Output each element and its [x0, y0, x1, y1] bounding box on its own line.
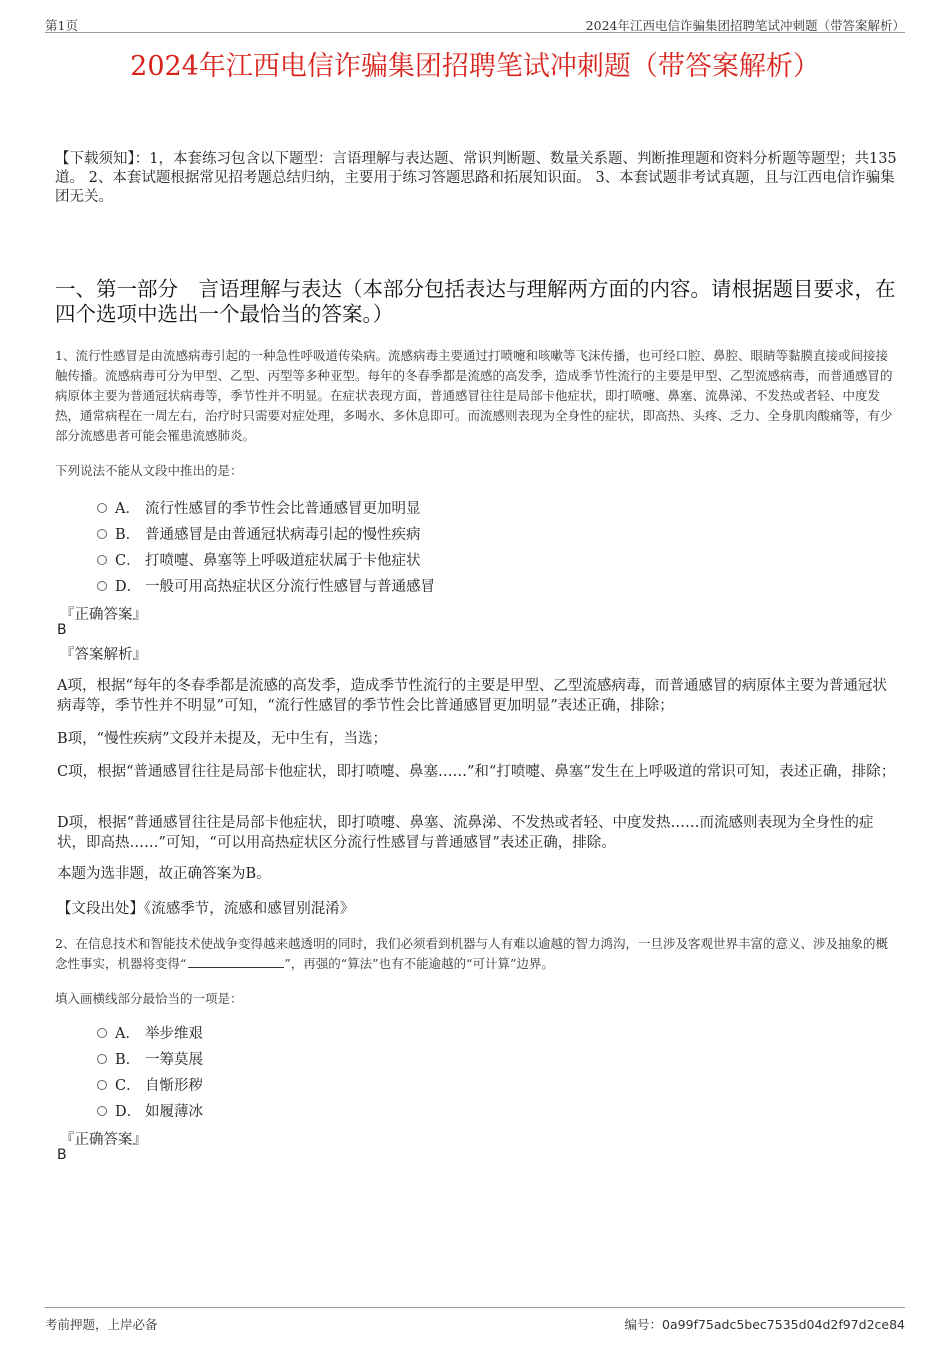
option-text: 自惭形秽: [145, 1078, 203, 1094]
radio-icon[interactable]: [97, 581, 107, 591]
radio-icon[interactable]: [97, 555, 107, 565]
radio-icon[interactable]: [97, 1054, 107, 1064]
download-notice: 【下载须知】：1，本套练习包含以下题型：言语理解与表达题、常识判断题、数量关系题、判断推理题和资料分析题等题型；共135道。 2、本套试题根据常见招考题总结归纳，主要用于练习答题思路和拓展知识面。 3、本套试题非考试真题，且与江西电信诈骗集团无关。: [55, 151, 897, 205]
option-letter: B．: [115, 1052, 141, 1068]
q1-analysis-c: C项，根据“普通感冒往往是局部卡他症状，即打喷嚏、鼻塞……”和“打喷嚏、鼻塞”发生在上呼吸道的常识可知，表述正确，排除；: [57, 764, 896, 780]
header-doc-title: 2024年江西电信诈骗集团招聘笔试冲刺题（带答案解析）: [585, 18, 905, 33]
radio-icon[interactable]: [97, 1080, 107, 1090]
option-text: 普通感冒是由普通冠状病毒引起的慢性疾病: [145, 527, 421, 543]
radio-icon[interactable]: [97, 503, 107, 513]
q2-prompt: 填入画横线部分最恰当的一项是：: [55, 991, 243, 1006]
option-letter: B．: [115, 527, 141, 543]
q1-prompt: 下列说法不能从文段中推出的是：: [55, 463, 243, 478]
footer-slogan: 考前押题，上岸必备: [45, 1317, 158, 1332]
document-title: 2024年江西电信诈骗集团招聘笔试冲刺题（带答案解析）: [130, 51, 820, 82]
page-footer: [45, 1307, 905, 1332]
q2-answer: B: [57, 1147, 67, 1163]
option-text: 一筹莫展: [145, 1052, 203, 1068]
q2-passage-after: ”，再强的“算法”也有不能逾越的“可计算”边界。: [284, 956, 554, 971]
option-text: 一般可用高热症状区分流行性感冒与普通感冒: [145, 579, 435, 595]
q1-answer: B: [57, 622, 67, 638]
section-heading: 一、第一部分 言语理解与表达（本部分包括表达与理解两方面的内容。请根据题目要求，在四个选项中选出一个最恰当的答案。）: [55, 277, 896, 326]
option-letter: D．: [115, 579, 142, 595]
page-header: [45, 14, 905, 33]
fill-blank: [188, 956, 284, 968]
option-letter: A．: [115, 501, 140, 517]
q1-conclusion: 本题为选非题，故正确答案为B。: [57, 866, 271, 882]
page-number: 第1页: [45, 18, 78, 33]
radio-icon[interactable]: [97, 529, 107, 539]
radio-icon[interactable]: [97, 1028, 107, 1038]
option-text: 如履薄冰: [145, 1104, 203, 1120]
footer-code: [625, 1315, 905, 1333]
option-letter: A．: [115, 1026, 140, 1042]
q1-analysis-a: A项，根据“每年的冬春季都是流感的高发季，造成季节性流行的主要是甲型、乙型流感病毒，而普通感冒的病原体主要为普通冠状病毒等，季节性并不明显”可知，“流行性感冒的季节性会比普通感冒更加明显”表述正确，排除；: [57, 678, 887, 714]
q1-analysis-label: 『答案解析』: [60, 647, 147, 663]
code-label: 编号：: [624, 1317, 663, 1332]
option-text: 流行性感冒的季节性会比普通感冒更加明显: [145, 501, 421, 517]
radio-icon[interactable]: [97, 1106, 107, 1116]
q1-analysis-d: D项，根据“普通感冒往往是局部卡他症状，即打喷嚏、鼻塞、流鼻涕、不发热或者轻、中度发热……而流感则表现为全身性的症状，即高热……”可知，“可以用高热症状区分流行性感冒与普通感冒”表述正确，排除。: [57, 815, 874, 851]
q1-answer-label: 『正确答案』: [60, 607, 147, 623]
q2-passage-before: 2、在信息技术和智能技术使战争变得越来越透明的同时，我们必须看到机器与人有难以逾越的智力鸿沟，一旦涉及客观世界丰富的意义、涉及抽象的概念性事实，机器将变得“: [55, 936, 888, 971]
option-letter: C．: [115, 553, 141, 569]
q2-passage: [55, 934, 900, 974]
q1-passage: 1、流行性感冒是由流感病毒引起的一种急性呼吸道传染病。流感病毒主要通过打喷嚏和咳嗽等飞沫传播，也可经口腔、鼻腔、眼睛等黏膜直接或间接接触传播。流感病毒可分为甲型、乙型、丙型等多种亚型。每年的冬春季都是流感的高发季，造成季节性流行的主要是甲型、乙型流感病毒，而普通感冒的病原体主要为普通冠状病毒等，季节性并不明显。在症状表现方面，普通感冒往往是局部卡他症状，即打喷嚏、鼻塞、流鼻涕、不发热或者轻、中度发热，通常病程在一周左右，治疗时只需要对症处理，多喝水、多休息即可。而流感则表现为全身性的症状，即高热、头疼、乏力、全身肌肉酸痛等，有少部分流感患者可能会罹患流感肺炎。: [55, 348, 893, 443]
option-letter: C．: [115, 1078, 141, 1094]
q1-analysis-b: B项，“慢性疾病”文段并未提及，无中生有，当选；: [57, 731, 387, 747]
option-text: 打喷嚏、鼻塞等上呼吸道症状属于卡他症状: [145, 553, 421, 569]
code-value: 0a99f75adc5bec7535d04d2f97d2ce84: [662, 1317, 905, 1332]
option-text: 举步维艰: [145, 1026, 203, 1042]
q2-answer-label: 『正确答案』: [60, 1132, 147, 1148]
option-letter: D．: [115, 1104, 142, 1120]
q1-source: 【文段出处】《流感季节，流感和感冒别混淆》: [57, 901, 355, 917]
